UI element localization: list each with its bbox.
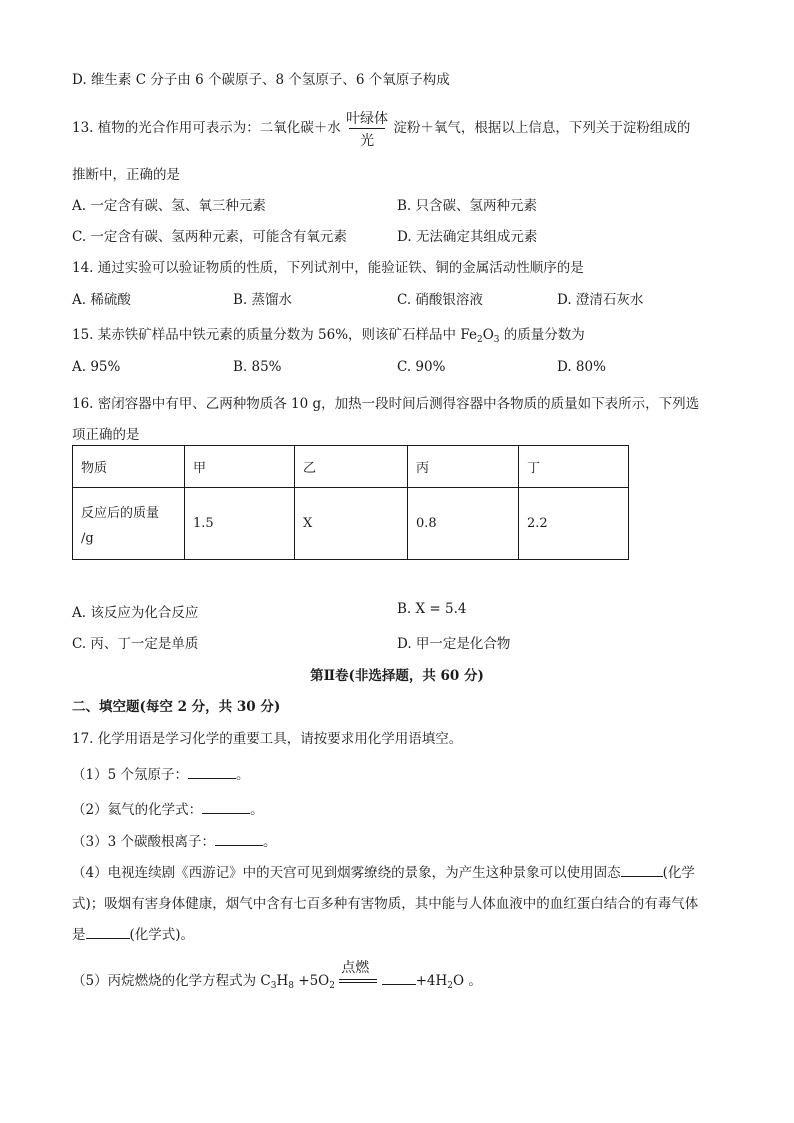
q17-sub3-end: 。 [262,834,277,850]
equal-line-top [339,979,377,980]
q17-sub2 [72,798,264,818]
formula-sub: 2 [447,981,453,991]
mass-table [72,445,629,560]
condition-top: 叶绿体 [346,111,389,127]
table-row-label [73,488,185,560]
q12-option-d: D. 维生素 C 分子由 6 个碳原子、8 个氢原子、6 个氧原子构成 [72,72,450,88]
q14-option-a: A. 稀硫酸 [72,292,131,308]
formula-sub: 2 [329,981,335,991]
q13-option-c: C. 一定含有碳、氢两种元素，可能含有氧元素 [72,229,347,245]
q16-option-b: B. X = 5.4 [397,601,467,617]
formula-sub: 8 [288,981,294,991]
q15-stem [72,323,585,345]
q13-option-b: B. 只含碳、氢两种元素 [397,198,538,214]
part-title: 二、填空题(每空 2 分，共 30 分) [72,699,281,715]
q17-sub4-end: (化学 [662,865,695,881]
q17-sub4-text: （4）电视连续剧《西游记》中的天宫可见到烟雾缭绕的景象，为产生这种景象可以使用固态 [72,865,621,881]
ignition-condition: 点燃 [341,959,370,976]
q13-stem-suffix: 淀粉＋氧气，根据以上信息，下列关于淀粉组成的 [393,120,691,136]
equal-line-bottom [339,982,377,983]
q15-sub1: 2 [476,335,483,345]
formula-sub: 3 [270,981,277,991]
q15-stem-post: 的质量分数为 [499,327,585,343]
q16-option-a: A. 该反应为化合反应 [72,605,199,621]
table-cell: 1.5 [185,488,295,560]
q13-stem [72,111,691,149]
answer-blank [621,864,663,877]
table-header-row [73,446,629,488]
q16-option-c: C. 丙、丁一定是单质 [72,636,199,652]
arrow-line [349,128,385,129]
row-label-line1: 反应后的质量 [81,505,160,521]
table-header-cell: 丁 [519,446,629,488]
q13-option-d: D. 无法确定其组成元素 [397,229,538,245]
q17-stem: 17. 化学用语是学习化学的重要工具，请按要求用化学用语填空。 [72,731,463,747]
table-header-cell: 物质 [73,446,185,488]
q15-mid: O [482,327,494,343]
q14-option-b: B. 蒸馏水 [233,292,293,308]
q17-sub3-text: （3）3 个碳酸根离子： [72,834,215,850]
answer-blank [202,801,250,814]
table-row [73,488,629,560]
q13-stem-line2: 推断中，正确的是 [72,167,180,183]
q16-stem-line1: 16. 密闭容器中有甲、乙两种物质各 10 g，加热一段时间后测得容器中各物质的质量如下表所示，下列选 [72,396,700,412]
q17-sub4-line3 [72,923,194,943]
q15-option-d: D. 80% [557,359,606,375]
reaction-equal-sign [339,959,377,989]
table-header-cell: 乙 [295,446,408,488]
table-cell: 0.8 [408,488,519,560]
q17-sub5-post: +4H [415,973,448,989]
q17-sub3 [72,830,276,850]
q17-sub2-end: 。 [250,802,264,818]
table-header-cell: 丙 [408,446,519,488]
q15-option-c: C. 90% [397,359,446,375]
formula-plus: +5O [293,973,330,989]
table-cell: 2.2 [519,488,629,560]
q17-sub1 [72,763,249,783]
table-header-cell: 甲 [185,446,295,488]
q13-option-a: A. 一定含有碳、氢、氧三种元素 [72,198,266,214]
q15-option-a: A. 95% [72,359,121,375]
q17-sub4-c-pre: 是 [72,927,86,943]
q17-sub4-c-post: (化学式)。 [129,927,195,943]
answer-blank [382,972,416,985]
q17-sub4-line1 [72,861,695,881]
q14-option-c: C. 硝酸银溶液 [397,292,483,308]
row-label-line2: /g [81,530,94,546]
q17-sub4-line2: 式)；吸烟有害身体健康，烟气中含有七百多种有害物质，其中能与人体血液中的血红蛋白结合的有毒气体 [72,896,699,912]
q15-stem-pre: 15. 某赤铁矿样品中铁元素的质量分数为 56%，则该矿石样品中 Fe [72,327,477,343]
table-cell: X [295,488,408,560]
q17-sub5 [72,959,482,991]
q17-sub1-text: （1）5 个氖原子： [72,767,188,783]
q15-option-b: B. 85% [233,359,282,375]
section-title: 第Ⅱ卷(非选择题，共 60 分) [310,668,484,684]
q17-sub5-end: O 。 [452,973,482,989]
condition-bottom: 光 [360,133,375,149]
q17-sub1-end: 。 [235,767,250,783]
q16-stem-line2: 项正确的是 [72,427,140,443]
q17-sub2-text: （2）氦气的化学式： [72,802,203,818]
q14-option-d: D. 澄清石灰水 [557,292,644,308]
reaction-condition [345,111,389,149]
answer-blank [215,833,263,846]
q13-stem-prefix: 13. 植物的光合作用可表示为：二氧化碳＋水 [72,120,341,136]
answer-blank [188,766,236,779]
q14-stem: 14. 通过实验可以验证物质的性质，下列试剂中，能验证铁、铜的金属活动性顺序的是 [72,260,584,276]
q16-option-d: D. 甲一定是化合物 [397,636,511,652]
formula-h: H [276,973,289,989]
q15-sub2: 3 [493,335,500,345]
answer-blank [86,926,130,939]
q17-sub5-pre: （5）丙烷燃烧的化学方程式为 C [72,973,271,989]
